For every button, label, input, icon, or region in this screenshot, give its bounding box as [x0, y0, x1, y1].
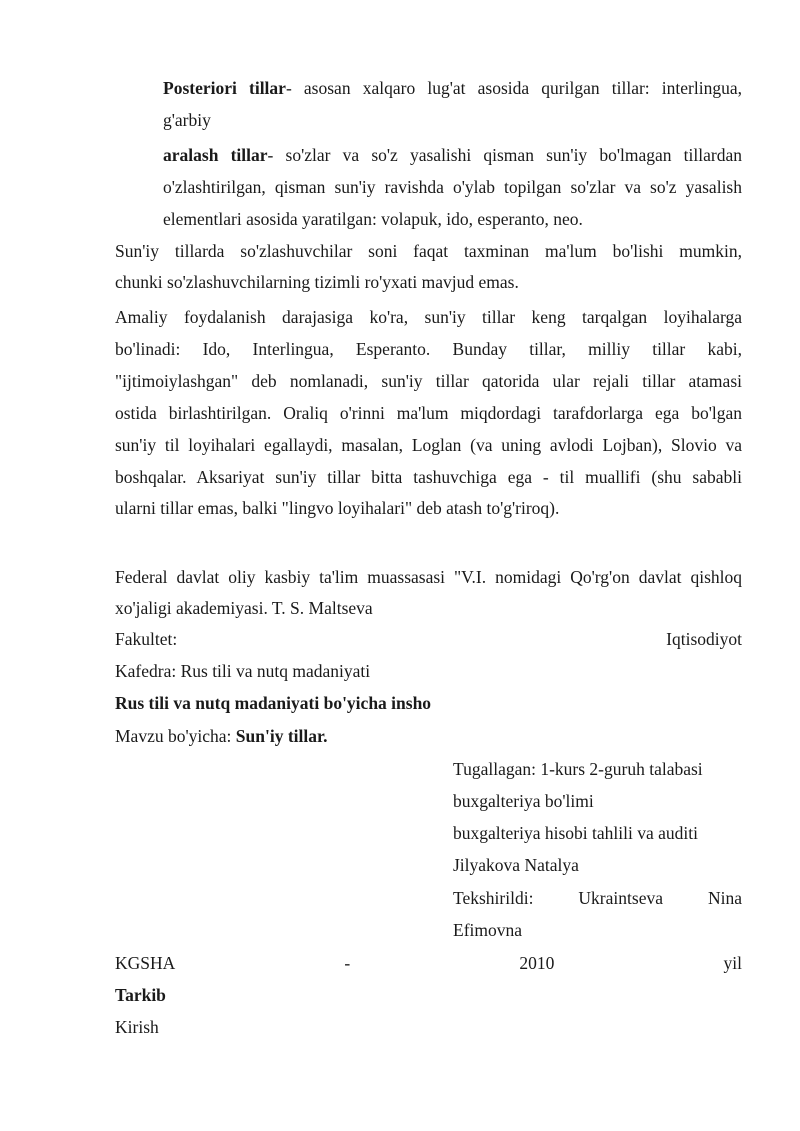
topic-label: Mavzu bo'yicha:: [115, 726, 236, 746]
para-practical-line1: Amaliy foydalanish darajasiga ko'ra, sun'iy tillar keng tarqalgan loyihalarga: [115, 307, 742, 327]
checked-name3: Efimovna: [453, 920, 523, 940]
checked-name1: Ukraintseva: [578, 888, 663, 908]
para-practical-line4: ostida birlashtirilgan. Oraliq o'rinni ma'lum miqdordagi tarafdorlarga ega bo'lgan: [115, 403, 742, 423]
contents-heading: Tarkib: [115, 985, 166, 1005]
para-speakers-line1: Sun'iy tillarda so'zlashuvchilar soni faqat taxminan ma'lum bo'lishi mumkin,: [115, 241, 742, 261]
institution-line1: Federal davlat oliy kasbiy ta'lim muassasasi "V.I. nomidagi Qo'rg'on davlat qishloq: [115, 567, 742, 587]
completed-line3: buxgalteriya hisobi tahlili va auditi: [453, 823, 698, 843]
para-speakers-line2: chunki so'zlashuvchilarning tizimli ro'yxati mavjud emas.: [115, 272, 519, 292]
checked-row: [453, 882, 742, 914]
department: Kafedra: Rus tili va nutq madaniyati: [115, 661, 371, 681]
para-practical-line2: bo'linadi: Ido, Interlingua, Esperanto. Bunday tillar, milliy tillar kabi,: [115, 339, 742, 359]
contents-item-intro: Kirish: [115, 1017, 159, 1037]
topic-line: [115, 720, 742, 752]
para-practical-line3: "ijtimoiylashgan" deb nomlanadi, sun'iy tillar qatorida ular rejali tillar atamasi: [115, 371, 742, 391]
def-posteriori-term: Posteriori tillar: [163, 78, 286, 98]
footer-dash: -: [344, 953, 351, 973]
footer-row: [115, 947, 742, 979]
def-aralash-line1: [163, 139, 742, 171]
def-posteriori-text1: - asosan xalqaro lug'at asosida qurilgan tillar: interlingua,: [285, 78, 742, 98]
def-aralash-text1: - so'zlar va so'z yasalishi qisman sun'iy bo'lmagan tillardan: [267, 145, 742, 165]
para-practical-line6: boshqalar. Aksariyat sun'iy tillar bitta tashuvchiga ega - til muallifi (shu sababli: [115, 467, 742, 487]
footer-org: KGSHA: [115, 953, 176, 973]
def-posteriori-line2: g'arbiy: [163, 110, 211, 130]
def-posteriori-line1: [163, 72, 742, 104]
checked-label: Tekshirildi:: [453, 888, 534, 908]
faculty-row: [115, 623, 742, 655]
def-aralash-line2: o'zlashtirilgan, qisman sun'iy ravishda o'ylab topilgan so'zlar va so'z yasalish: [163, 177, 742, 197]
footer-year: 2010: [519, 953, 555, 973]
checked-name2: Nina: [707, 888, 742, 908]
def-aralash-line3: elementlari asosida yaratilgan: volapuk, ido, esperanto, neo.: [163, 209, 583, 229]
essay-title: Rus tili va nutq madaniyati bo'yicha insho: [115, 693, 432, 713]
institution-line2: xo'jaligi akademiyasi. T. S. Maltseva: [115, 598, 373, 618]
footer-yil: yil: [723, 953, 742, 973]
faculty-label: Fakultet:: [115, 629, 178, 649]
def-aralash-term: aralash tillar: [163, 145, 268, 165]
para-practical-line7: ularni tillar emas, balki "lingvo loyihalari" deb atash to'g'riroq).: [115, 498, 560, 518]
para-practical-line5: sun'iy til loyihalari egallaydi, masalan, Loglan (va uning avlodi Lojban), Slovio va: [115, 435, 742, 455]
completed-line4: Jilyakova Natalya: [453, 855, 579, 875]
topic-value: Sun'iy tillar.: [235, 726, 328, 746]
faculty-value: Iqtisodiyot: [666, 629, 742, 649]
completed-line1: Tugallagan: 1-kurs 2-guruh talabasi: [453, 759, 703, 779]
completed-line2: buxgalteriya bo'limi: [453, 791, 594, 811]
